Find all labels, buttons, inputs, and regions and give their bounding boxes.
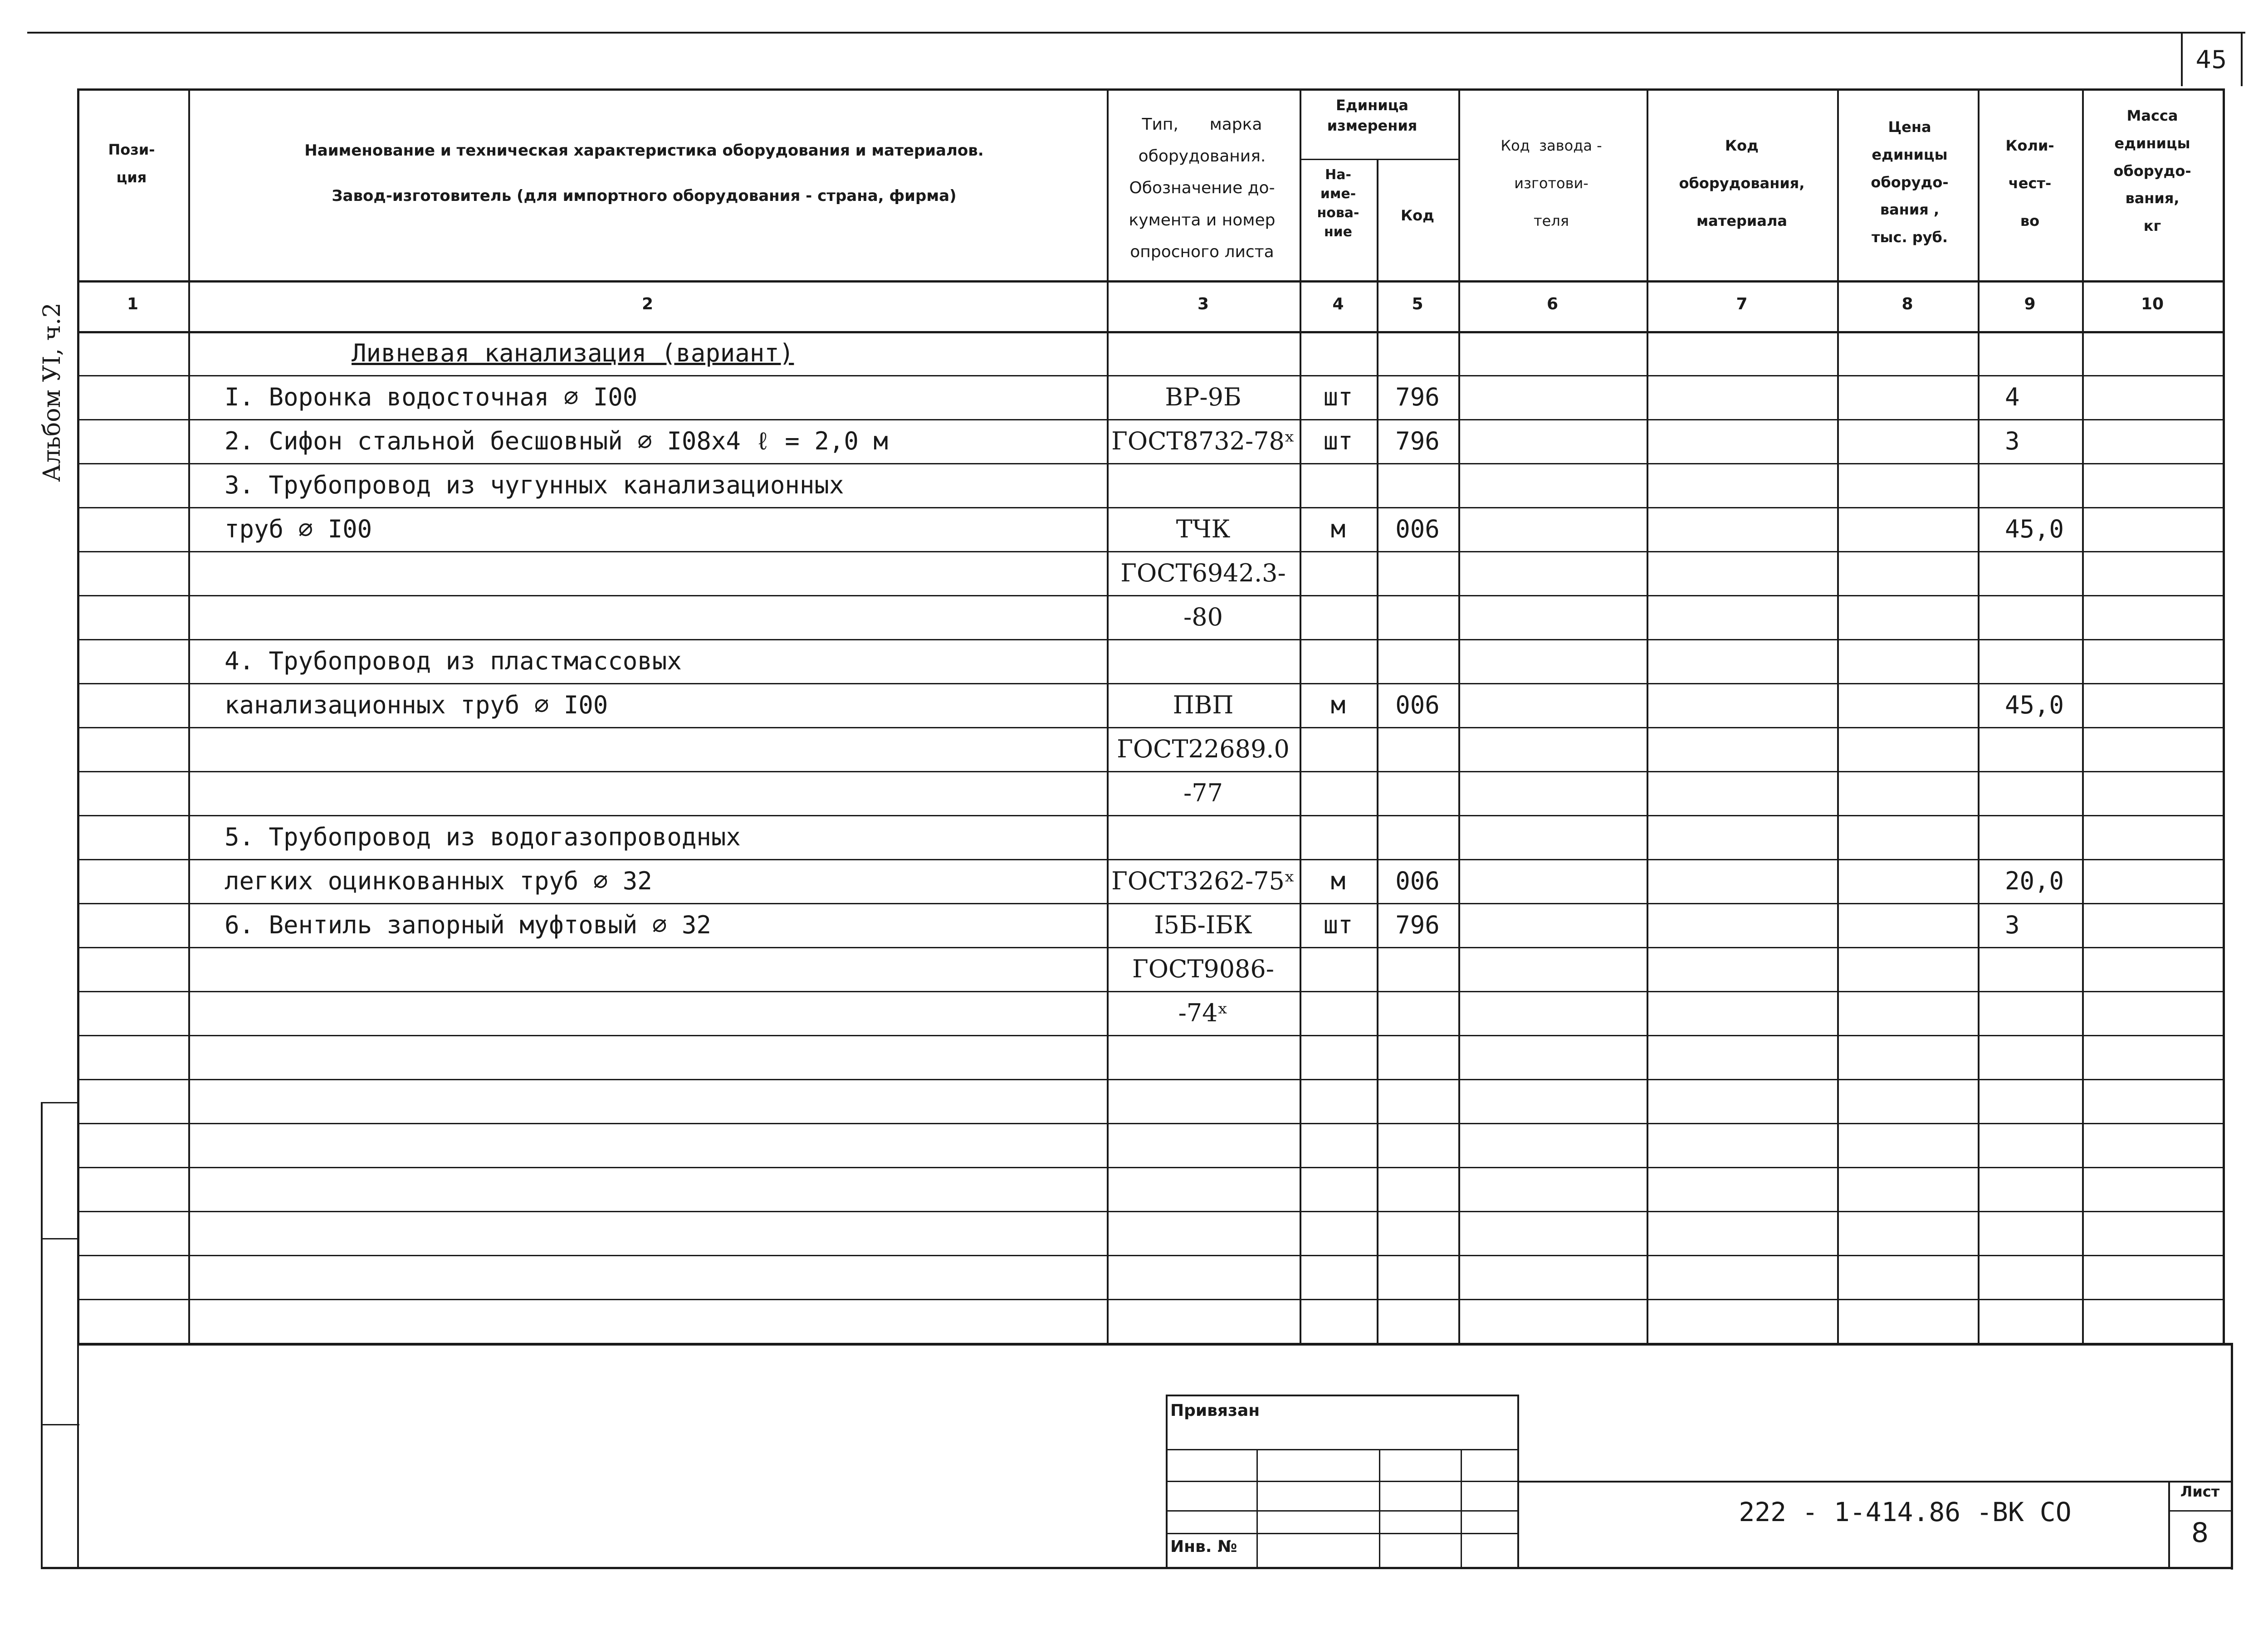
item-unit-code: 796 [1395, 427, 1440, 455]
row-divider [77, 1255, 2223, 1256]
header-position: Пози- ция [108, 141, 155, 186]
stamp-line [1166, 1481, 1517, 1482]
row-divider [77, 727, 2223, 728]
item-quantity: 45,0 [2005, 691, 2064, 719]
item-name: труб ⌀ I00 [225, 515, 372, 543]
binding-margin-line [41, 1102, 79, 1103]
header-factory-code: Код завода - изготови- теля [1501, 137, 1602, 230]
row-divider [77, 1123, 2223, 1124]
binding-margin-line [41, 1424, 79, 1425]
document-code: 222 - 1-414.86 -ВК СО [1739, 1497, 2072, 1527]
item-type: ГОСТ3262-75ˣ [1111, 867, 1295, 895]
page-number-box-line [2181, 32, 2183, 86]
row-divider [77, 859, 2223, 860]
stamp-line [1461, 1449, 1462, 1567]
item-type: ГОСТ6942.3- [1120, 559, 1286, 587]
item-unit-code: 006 [1395, 515, 1440, 543]
page-number-box-line [2241, 32, 2243, 86]
binding-margin-line [77, 1102, 79, 1569]
header-type: Тип, марка оборудования. Обозначение до- кумента и номер опросного листа [1129, 115, 1276, 261]
item-name: 2. Сифон стальной бесшовный ⌀ I08х4 ℓ = 2,0 м [225, 427, 888, 455]
item-type: -77 [1183, 779, 1223, 807]
item-unit: шт [1323, 427, 1353, 455]
column-number: 7 [1736, 295, 1748, 313]
item-unit: м [1330, 515, 1346, 543]
item-type: ПВП [1173, 691, 1234, 719]
item-type: ГОСТ9086- [1132, 955, 1275, 983]
item-name: 6. Вентиль запорный муфтовый ⌀ 32 [225, 911, 711, 939]
binding-margin-line [41, 1102, 43, 1569]
item-quantity: 3 [2005, 427, 2020, 455]
stamp-line [1166, 1449, 1517, 1450]
column-divider [1837, 88, 1839, 1343]
row-divider [77, 1299, 2223, 1300]
item-unit: шт [1323, 911, 1353, 939]
item-name: Ливневая канализация (вариант) [352, 339, 794, 367]
column-number: 6 [1546, 295, 1559, 313]
column-divider [1377, 159, 1378, 1343]
table-bottom-border [77, 1343, 2232, 1346]
stamp-line [1166, 1510, 1517, 1512]
row-divider [77, 947, 2223, 948]
column-number: 4 [1332, 295, 1344, 313]
column-number: 10 [2141, 295, 2164, 313]
row-divider [77, 1035, 2223, 1036]
item-type: -74ˣ [1178, 999, 1228, 1027]
column-number: 5 [1412, 295, 1423, 313]
row-divider [77, 507, 2223, 508]
column-number: 8 [1901, 295, 1913, 313]
stamp-line [1166, 1533, 1517, 1534]
item-unit: м [1330, 867, 1346, 895]
item-name: 4. Трубопровод из пластмассовых [225, 647, 682, 675]
page-number: 45 [2195, 45, 2227, 74]
item-type: ВР-9Б [1165, 383, 1242, 411]
row-divider [77, 595, 2223, 596]
stamp-line [1166, 1395, 1517, 1396]
sheet-box-line [2168, 1510, 2232, 1512]
row-divider [77, 639, 2223, 640]
header-unit-name: На- име- нова- ние [1317, 167, 1359, 240]
item-name: легких оцинкованных труб ⌀ 32 [225, 867, 652, 895]
item-type: ТЧК [1176, 515, 1231, 543]
right-frame-line [2231, 1343, 2233, 1570]
row-divider [77, 419, 2223, 420]
item-type: ГОСТ22689.0 [1117, 735, 1290, 763]
item-unit-code: 006 [1395, 691, 1440, 719]
item-unit-code: 006 [1395, 867, 1440, 895]
top-border-line [27, 32, 2245, 34]
column-divider [1647, 88, 1648, 1343]
item-unit: шт [1323, 383, 1353, 411]
item-type: ГОСТ8732-78ˣ [1111, 427, 1295, 455]
header-mass: Масса единицы оборудо- вания, кг [2113, 107, 2191, 235]
sheet-number: 8 [2191, 1517, 2209, 1549]
unit-group-divider [1300, 159, 1458, 160]
row-divider [77, 815, 2223, 816]
item-quantity: 4 [2005, 383, 2020, 411]
row-divider [77, 551, 2223, 552]
row-divider [77, 1167, 2223, 1168]
item-name: канализационных труб ⌀ I00 [225, 691, 608, 719]
header-unit-code: Код [1401, 207, 1434, 224]
header-manufacturer: Завод-изготовитель (для импортного оборудования - страна, фирма) [332, 187, 957, 205]
item-quantity: 3 [2005, 911, 2020, 939]
item-name: 5. Трубопровод из водогазопроводных [225, 823, 741, 851]
title-block-line [1517, 1481, 2232, 1483]
row-divider [77, 463, 2223, 464]
item-name: I. Воронка водосточная ⌀ I00 [225, 383, 638, 411]
header-price: Цена единицы оборудо- вания , тыс. руб. [1871, 118, 1949, 246]
item-unit-code: 796 [1395, 383, 1440, 411]
column-divider [1458, 88, 1460, 1343]
header-bottom-border [77, 280, 2223, 283]
album-label: Альбом УI, ч.2 [39, 302, 66, 482]
item-quantity: 20,0 [2005, 867, 2064, 895]
row-divider [77, 991, 2223, 992]
sheet-label: Лист [2180, 1483, 2220, 1500]
header-unit-group: Единица измерения [1327, 97, 1418, 134]
table-top-border [77, 88, 2223, 91]
binding-margin-line [41, 1238, 79, 1239]
row-divider [77, 1079, 2223, 1080]
stamp-inventory-number: Инв. № [1170, 1537, 1237, 1556]
column-number: 3 [1197, 295, 1209, 313]
row-divider [77, 683, 2223, 684]
column-number: 2 [641, 295, 654, 313]
bottom-frame-line [41, 1567, 2232, 1569]
item-type: I5Б-IБК [1154, 911, 1252, 939]
row-divider [77, 1211, 2223, 1212]
item-unit: м [1330, 691, 1346, 719]
column-divider [1978, 88, 1980, 1343]
column-divider [188, 88, 190, 1343]
item-quantity: 45,0 [2005, 515, 2064, 543]
row-divider [77, 903, 2223, 904]
item-name: 3. Трубопровод из чугунных канализационных [225, 471, 844, 499]
item-unit-code: 796 [1395, 911, 1440, 939]
column-number: 9 [2024, 295, 2036, 313]
stamp-line [1256, 1449, 1258, 1567]
stamp-line [1379, 1449, 1380, 1567]
stamp-privyazan: Привязан [1170, 1401, 1260, 1420]
column-divider [2223, 88, 2225, 1343]
item-type: -80 [1183, 603, 1223, 631]
column-number: 1 [127, 295, 139, 313]
column-divider [1107, 88, 1109, 1343]
row-divider [77, 771, 2223, 772]
header-quantity: Коли- чест- во [2005, 137, 2054, 230]
row-divider [77, 375, 2223, 376]
sheet-box-line [2168, 1481, 2170, 1567]
header-name: Наименование и техническая характеристика оборудования и материалов. [304, 141, 984, 160]
column-numbers-bottom-border [77, 331, 2223, 333]
header-equipment-code: Код оборудования, материала [1679, 137, 1805, 230]
